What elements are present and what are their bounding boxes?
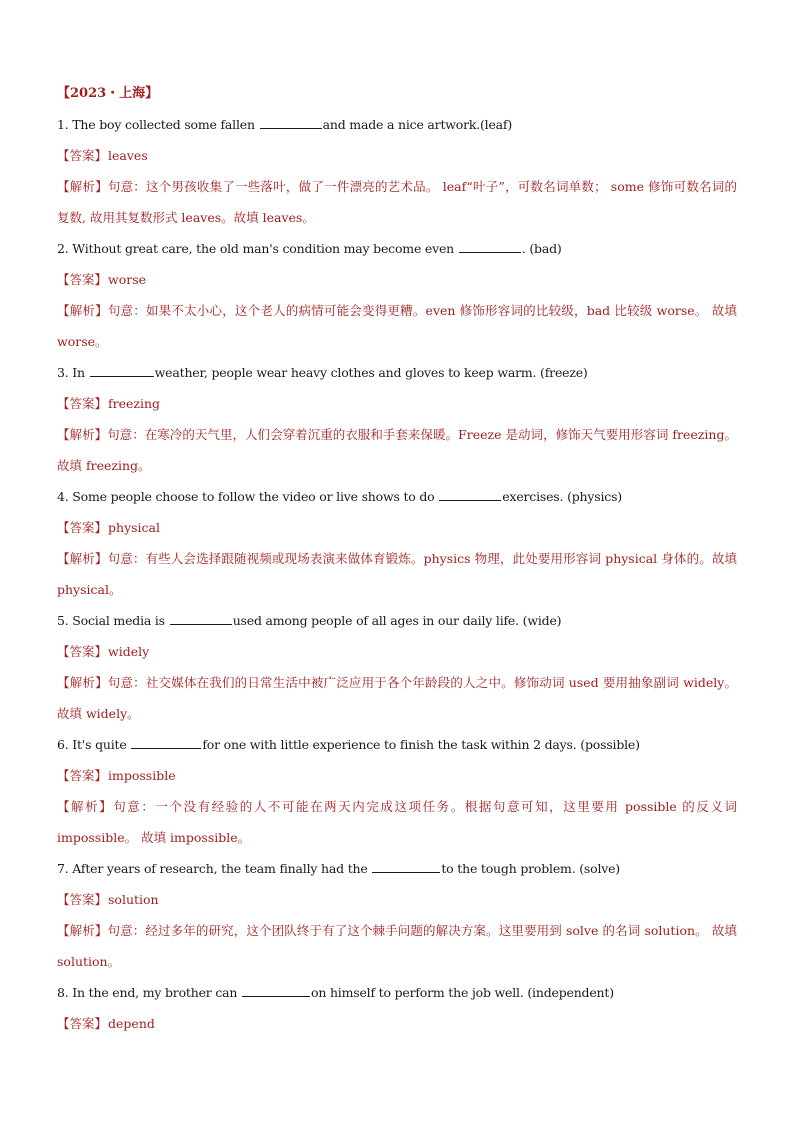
question-text: 4. Some people choose to follow the video or live shows to do: [57, 489, 439, 504]
answer-value: widely: [108, 644, 150, 659]
question-text: to the tough problem. (solve): [441, 861, 620, 876]
answer-blank: [439, 488, 501, 501]
explanation-block: [57, 915, 737, 977]
answer-blank: [242, 984, 310, 997]
explanation-block: [57, 791, 737, 853]
answer-value: impossible: [108, 768, 176, 783]
question-text: for one with little experience to finish the task within 2 days. (possible): [202, 737, 640, 752]
question-text: weather, people wear heavy clothes and gloves to keep warm. (freeze): [154, 365, 588, 380]
explanation-tag: 【解析】: [57, 551, 108, 566]
question-line: [57, 729, 737, 760]
explanation-tag: 【解析】: [57, 303, 108, 318]
explanation-block: [57, 667, 737, 729]
answer-blank: [459, 240, 521, 253]
section-header: 【2023・上海】: [57, 86, 159, 101]
question-text: 7. After years of research, the team finally had the: [57, 861, 372, 876]
question-text: on himself to perform the job well. (independent): [311, 985, 614, 1000]
explanation-text: 句意：一个没有经验的人不可能在两天内完成这项任务。根据句意可知，这里要用 possible 的反义词 impossible。 故填 impossible。: [57, 799, 737, 845]
question-text: 2. Without great care, the old man's condition may become even: [57, 241, 458, 256]
question-text: and made a nice artwork.(leaf): [322, 117, 513, 132]
explanation-block: [57, 543, 737, 605]
answer-value: physical: [108, 520, 160, 535]
explanation-tag: 【解析】: [57, 427, 108, 442]
answer-value: depend: [108, 1016, 155, 1031]
answer-line: [57, 140, 737, 171]
explanation-text: 句意：有些人会选择跟随视频或现场表演来做体育锻炼。physics 物理，此处要用形容词 physical 身体的。故填 physical。: [57, 551, 737, 597]
explanation-text: 句意：如果不太小心，这个老人的病情可能会变得更糟。even 修饰形容词的比较级，bad 比较级 worse。 故填 worse。: [57, 303, 737, 349]
question-text: used among people of all ages in our daily life. (wide): [232, 613, 562, 628]
answer-blank: [372, 860, 440, 873]
question-list: [57, 109, 737, 1039]
answer-tag: 【答案】: [57, 396, 108, 411]
answer-blank: [90, 364, 154, 377]
explanation-block: [57, 171, 737, 233]
answer-line: [57, 636, 737, 667]
question-line: [57, 853, 737, 884]
answer-line: [57, 884, 737, 915]
answer-tag: 【答案】: [57, 768, 108, 783]
explanation-tag: 【解析】: [57, 675, 108, 690]
question-text: 1. The boy collected some fallen: [57, 117, 259, 132]
answer-tag: 【答案】: [57, 520, 108, 535]
explanation-tag: 【解析】: [57, 179, 108, 194]
answer-line: [57, 760, 737, 791]
explanation-block: [57, 419, 737, 481]
answer-line: [57, 1008, 737, 1039]
answer-value: solution: [108, 892, 159, 907]
answer-value: leaves: [108, 148, 148, 163]
question-text: . (bad): [521, 241, 562, 256]
explanation-text: 句意：在寒冷的天气里，人们会穿着沉重的衣服和手套来保暖。Freeze 是动词，修饰天气要用形容词 freezing。 故填 freezing。: [57, 427, 737, 473]
document-page: [57, 78, 737, 1039]
answer-line: [57, 264, 737, 295]
question-text: 3. In: [57, 365, 89, 380]
answer-tag: 【答案】: [57, 272, 108, 287]
question-line: [57, 357, 737, 388]
answer-line: [57, 512, 737, 543]
explanation-text: 句意：这个男孩收集了一些落叶，做了一件漂亮的艺术品。 leaf“叶子”，可数名词单数； some 修饰可数名词的复数, 故用其复数形式 leaves。故填 leaves。: [57, 179, 737, 225]
answer-tag: 【答案】: [57, 1016, 108, 1031]
question-line: [57, 481, 737, 512]
answer-blank: [260, 116, 322, 129]
question-text: 8. In the end, my brother can: [57, 985, 241, 1000]
explanation-text: 句意：经过多年的研究，这个团队终于有了这个棘手问题的解决方案。这里要用到 solve 的名词 solution。 故填 solution。: [57, 923, 737, 969]
question-line: [57, 605, 737, 636]
explanation-tag: 【解析】: [57, 799, 114, 814]
answer-value: worse: [108, 272, 147, 287]
question-line: [57, 109, 737, 140]
answer-blank: [170, 612, 232, 625]
answer-tag: 【答案】: [57, 892, 108, 907]
answer-tag: 【答案】: [57, 644, 108, 659]
explanation-tag: 【解析】: [57, 923, 108, 938]
answer-tag: 【答案】: [57, 148, 108, 163]
explanation-text: 句意：社交媒体在我们的日常生活中被广泛应用于各个年龄段的人之中。修饰动词 used 要用抽象副词 widely。 故填 widely。: [57, 675, 737, 721]
question-line: [57, 977, 737, 1008]
answer-value: freezing: [108, 396, 161, 411]
question-text: 5. Social media is: [57, 613, 169, 628]
explanation-block: [57, 295, 737, 357]
question-text: exercises. (physics): [502, 489, 622, 504]
answer-line: [57, 388, 737, 419]
question-text: 6. It's quite: [57, 737, 131, 752]
question-line: [57, 233, 737, 264]
answer-blank: [131, 736, 201, 749]
